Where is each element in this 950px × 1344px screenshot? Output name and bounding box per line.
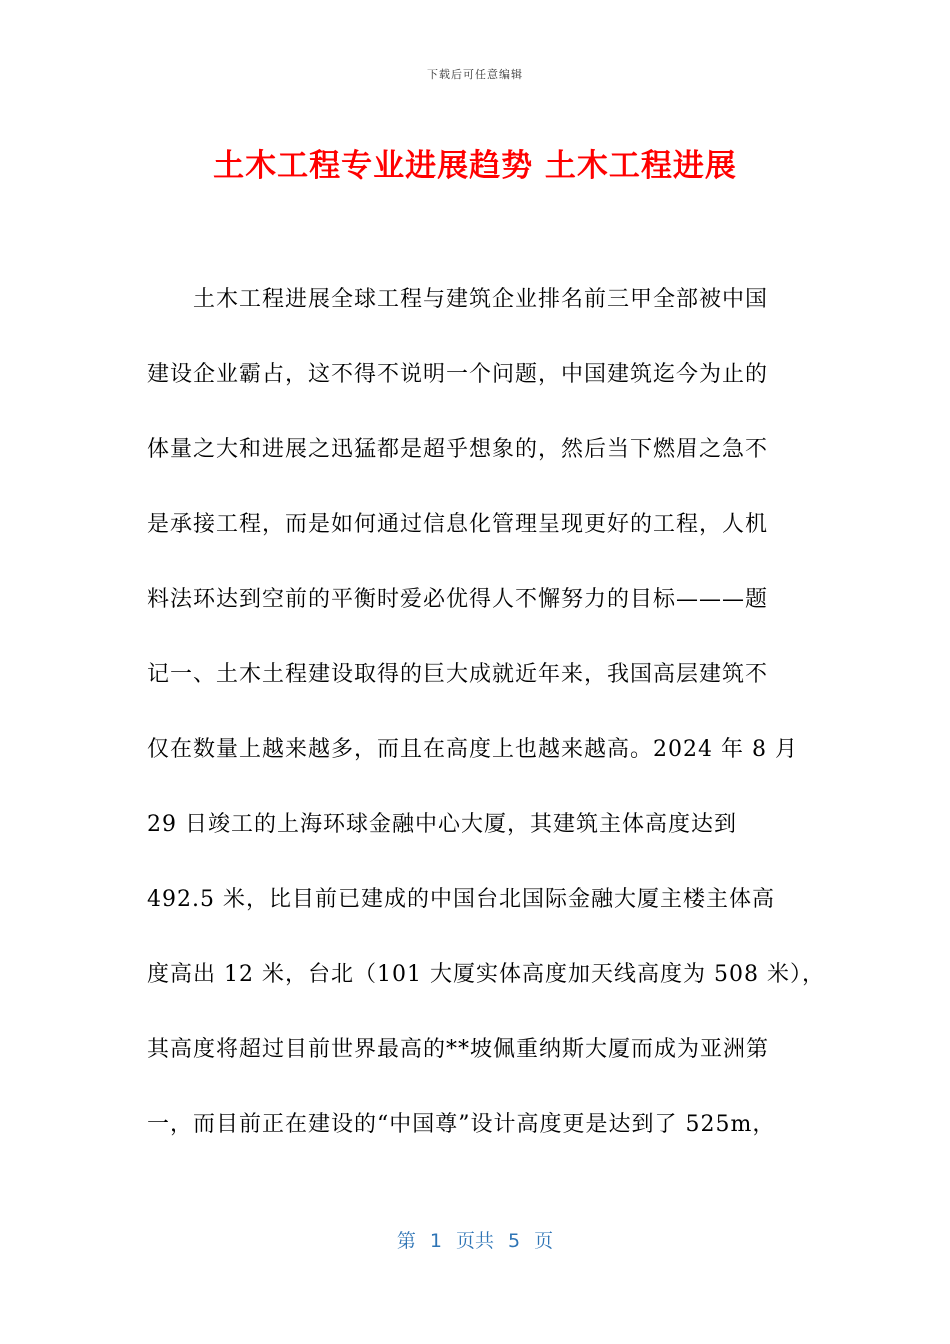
body-line-6: 记一、土木土程建设取得的巨大成就近年来，我国高层建筑不 — [147, 662, 769, 687]
current-page-number: 1 — [429, 1230, 442, 1252]
total-pages-number: 5 — [508, 1230, 521, 1252]
body-line-3: 体量之大和进展之迅猛都是超乎想象的，然后当下燃眉之急不 — [147, 437, 769, 462]
body-line-4: 是承接工程，而是如何通过信息化管理呈现更好的工程，人机 — [147, 512, 769, 537]
page-label-mid: 页共 — [455, 1230, 494, 1252]
body-line-5: 料法环达到空前的平衡时爱必优得人不懈努力的目标———题 — [147, 587, 769, 612]
header-note: 下载后可任意编辑 — [427, 68, 523, 81]
page-label-suffix: 页 — [534, 1230, 554, 1252]
body-line-7: 仅在数量上越来越多，而且在高度上也越来越高。2024 年 8 月 — [147, 737, 798, 762]
page-label-prefix: 第 — [396, 1230, 416, 1252]
page-footer — [0, 1226, 950, 1253]
body-line-8: 29 日竣工的上海环球金融中心大厦，其建筑主体高度达到 — [147, 812, 737, 837]
body-line-2: 建设企业霸占，这不得不说明一个问题，中国建筑迄今为止的 — [147, 362, 769, 387]
body-line-10: 度高出 12 米，台北（101 大厦实体高度加天线高度为 508 米）， — [147, 962, 825, 987]
body-line-1: 土木工程进展全球工程与建筑企业排名前三甲全部被中国 — [193, 287, 769, 312]
body-line-9: 492.5 米，比目前已建成的中国台北国际金融大厦主楼主体高 — [147, 887, 775, 912]
body-line-12: 一，而目前正在建设的“中国尊”设计高度更是达到了 525m， — [147, 1112, 776, 1137]
document-title: 土木工程专业进展趋势 土木工程进展 — [213, 148, 737, 184]
body-line-11: 其高度将超过目前世界最高的**坡佩重纳斯大厦而成为亚洲第 — [147, 1037, 770, 1062]
